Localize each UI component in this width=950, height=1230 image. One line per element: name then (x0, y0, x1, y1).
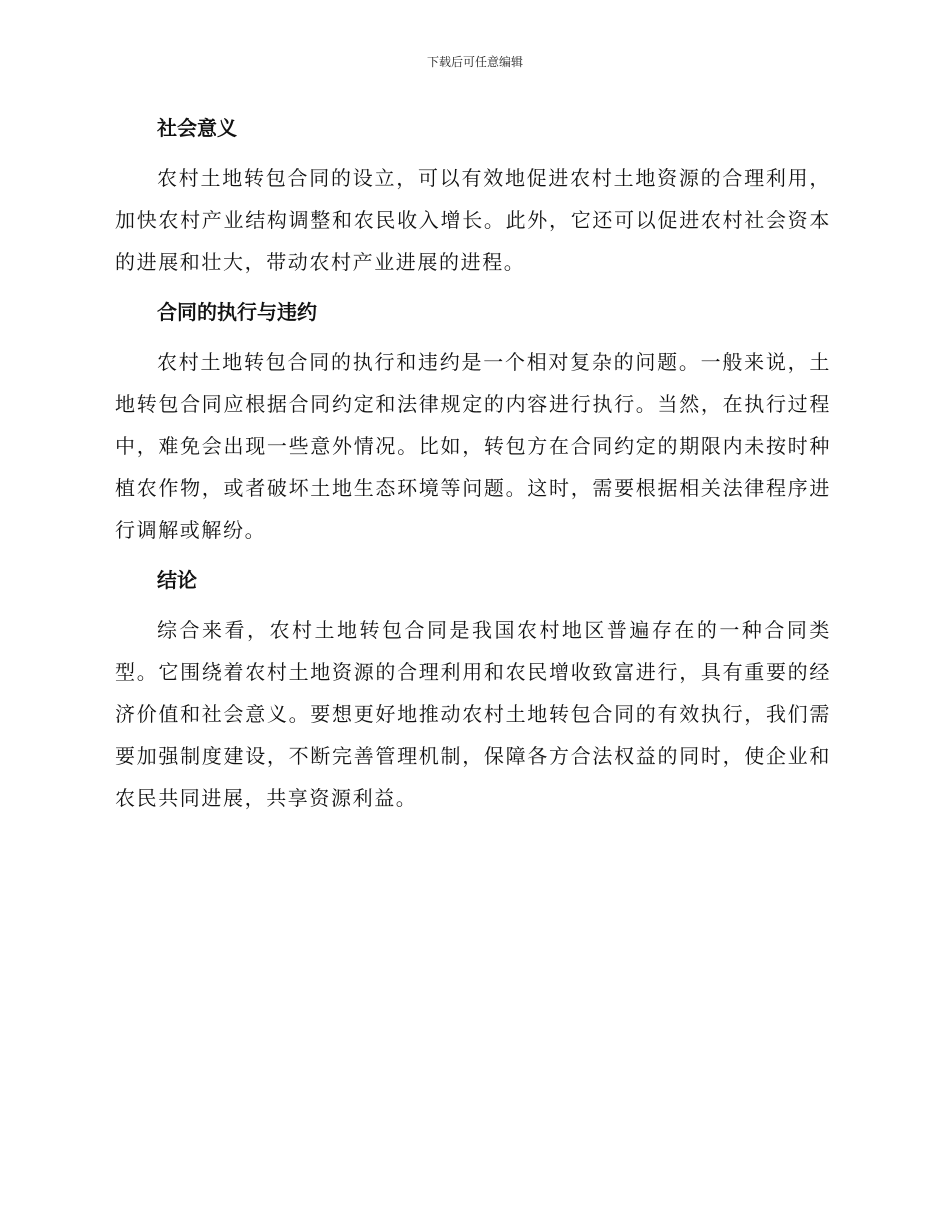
section-execution-and-breach (115, 296, 831, 551)
document-body (115, 112, 831, 832)
section-conclusion (115, 564, 831, 819)
section-heading: 合同的执行与违约 (157, 300, 317, 324)
section-paragraph: 农村土地转包合同的设立，可以有效地促进农村土地资源的合理利用，加快农村产业结构调整和农民收入增长。此外，它还可以促进农村社会资本的进展和壮大，带动农村产业进展的进程。 (115, 166, 831, 274)
page-header-note: 下载后可任意编辑 (426, 55, 523, 69)
section-social-significance (115, 112, 831, 283)
section-heading: 结论 (157, 568, 197, 592)
section-paragraph: 农村土地转包合同的执行和违约是一个相对复杂的问题。一般来说，土地转包合同应根据合同约定和法律规定的内容进行执行。当然，在执行过程中，难免会出现一些意外情况。比如，转包方在合同约定的期限内未按时种植农作物，或者破坏土地生态环境等问题。这时，需要根据相关法律程序进行调解或解纷。 (115, 350, 831, 542)
section-heading: 社会意义 (157, 116, 237, 140)
section-paragraph: 综合来看，农村土地转包合同是我国农村地区普遍存在的一种合同类型。它围绕着农村土地资源的合理利用和农民增收致富进行，具有重要的经济价值和社会意义。要想更好地推动农村土地转包合同的有效执行，我们需要加强制度建设，不断完善管理机制，保障各方合法权益的同时，使企业和农民共同进展，共享资源利益。 (115, 618, 831, 810)
